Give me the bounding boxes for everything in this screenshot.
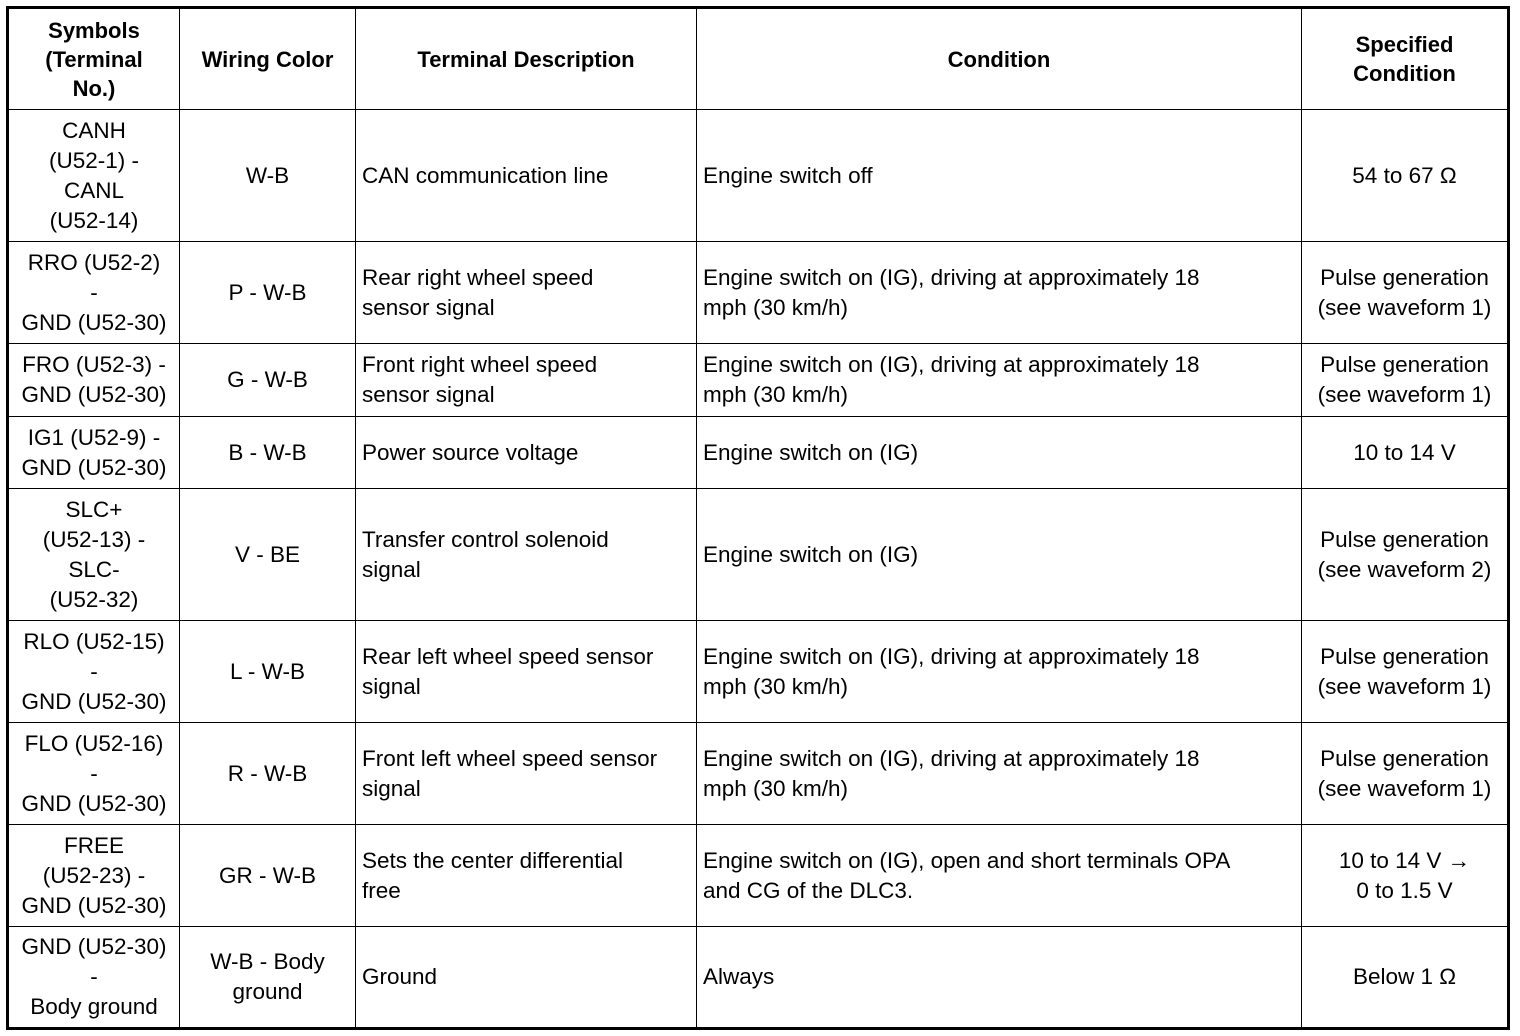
symbol-cell: GND (U52-30) - Body ground bbox=[8, 927, 180, 1029]
specified-condition-cell: Below 1 Ω bbox=[1302, 927, 1509, 1029]
terminal-table-wrapper bbox=[6, 6, 1510, 1030]
terminal-description-cell: Rear right wheel speed sensor signal bbox=[356, 242, 697, 344]
table-row bbox=[8, 621, 1509, 723]
terminal-description-cell: Sets the center differential free bbox=[356, 825, 697, 927]
table-row bbox=[8, 242, 1509, 344]
symbol-cell: FRO (U52-3) - GND (U52-30) bbox=[8, 344, 180, 417]
specified-condition-cell: Pulse generation (see waveform 1) bbox=[1302, 723, 1509, 825]
wiring-color-cell: B - W-B bbox=[180, 417, 356, 489]
table-row bbox=[8, 344, 1509, 417]
table-row bbox=[8, 927, 1509, 1029]
terminal-description-cell: Front left wheel speed sensor signal bbox=[356, 723, 697, 825]
terminal-description-cell: Transfer control solenoid signal bbox=[356, 489, 697, 621]
symbol-cell: FREE (U52-23) - GND (U52-30) bbox=[8, 825, 180, 927]
specified-condition-cell: Pulse generation (see waveform 2) bbox=[1302, 489, 1509, 621]
specified-condition-cell: Pulse generation (see waveform 1) bbox=[1302, 242, 1509, 344]
symbol-cell: RLO (U52-15) - GND (U52-30) bbox=[8, 621, 180, 723]
condition-cell: Engine switch on (IG), driving at approximately 18 mph (30 km/h) bbox=[697, 723, 1302, 825]
specified-condition-cell: Pulse generation (see waveform 1) bbox=[1302, 344, 1509, 417]
terminal-description-cell: Power source voltage bbox=[356, 417, 697, 489]
specified-condition-cell: Pulse generation (see waveform 1) bbox=[1302, 621, 1509, 723]
symbol-cell: SLC+ (U52-13) - SLC- (U52-32) bbox=[8, 489, 180, 621]
terminal-description-cell: Front right wheel speed sensor signal bbox=[356, 344, 697, 417]
symbol-cell: RRO (U52-2) - GND (U52-30) bbox=[8, 242, 180, 344]
wiring-color-cell: W-B bbox=[180, 110, 356, 242]
wiring-color-cell: GR - W-B bbox=[180, 825, 356, 927]
condition-cell: Engine switch on (IG) bbox=[697, 417, 1302, 489]
condition-cell: Engine switch on (IG), driving at approximately 18 mph (30 km/h) bbox=[697, 621, 1302, 723]
condition-cell: Engine switch off bbox=[697, 110, 1302, 242]
wiring-color-cell: W-B - Body ground bbox=[180, 927, 356, 1029]
table-header-row bbox=[8, 8, 1509, 110]
wiring-color-cell: L - W-B bbox=[180, 621, 356, 723]
header-wiring-color: Wiring Color bbox=[180, 8, 356, 110]
wiring-color-cell: V - BE bbox=[180, 489, 356, 621]
condition-cell: Engine switch on (IG), driving at approximately 18 mph (30 km/h) bbox=[697, 242, 1302, 344]
header-condition: Condition bbox=[697, 8, 1302, 110]
symbol-cell: CANH (U52-1) - CANL (U52-14) bbox=[8, 110, 180, 242]
terminal-specification-table bbox=[6, 6, 1510, 1030]
condition-cell: Always bbox=[697, 927, 1302, 1029]
condition-cell: Engine switch on (IG) bbox=[697, 489, 1302, 621]
specified-condition-cell: 10 to 14 V → 0 to 1.5 V bbox=[1302, 825, 1509, 927]
terminal-description-cell: CAN communication line bbox=[356, 110, 697, 242]
specified-condition-cell: 10 to 14 V bbox=[1302, 417, 1509, 489]
table-row bbox=[8, 417, 1509, 489]
terminal-description-cell: Rear left wheel speed sensor signal bbox=[356, 621, 697, 723]
header-specified-condition: Specified Condition bbox=[1302, 8, 1509, 110]
table-row bbox=[8, 489, 1509, 621]
header-terminal-description: Terminal Description bbox=[356, 8, 697, 110]
symbol-cell: IG1 (U52-9) - GND (U52-30) bbox=[8, 417, 180, 489]
wiring-color-cell: G - W-B bbox=[180, 344, 356, 417]
terminal-description-cell: Ground bbox=[356, 927, 697, 1029]
table-row bbox=[8, 723, 1509, 825]
wiring-color-cell: R - W-B bbox=[180, 723, 356, 825]
wiring-color-cell: P - W-B bbox=[180, 242, 356, 344]
condition-cell: Engine switch on (IG), driving at approximately 18 mph (30 km/h) bbox=[697, 344, 1302, 417]
specified-condition-cell: 54 to 67 Ω bbox=[1302, 110, 1509, 242]
symbol-cell: FLO (U52-16) - GND (U52-30) bbox=[8, 723, 180, 825]
condition-cell: Engine switch on (IG), open and short terminals OPA and CG of the DLC3. bbox=[697, 825, 1302, 927]
table-row bbox=[8, 110, 1509, 242]
header-symbols: Symbols (Terminal No.) bbox=[8, 8, 180, 110]
table-row bbox=[8, 825, 1509, 927]
